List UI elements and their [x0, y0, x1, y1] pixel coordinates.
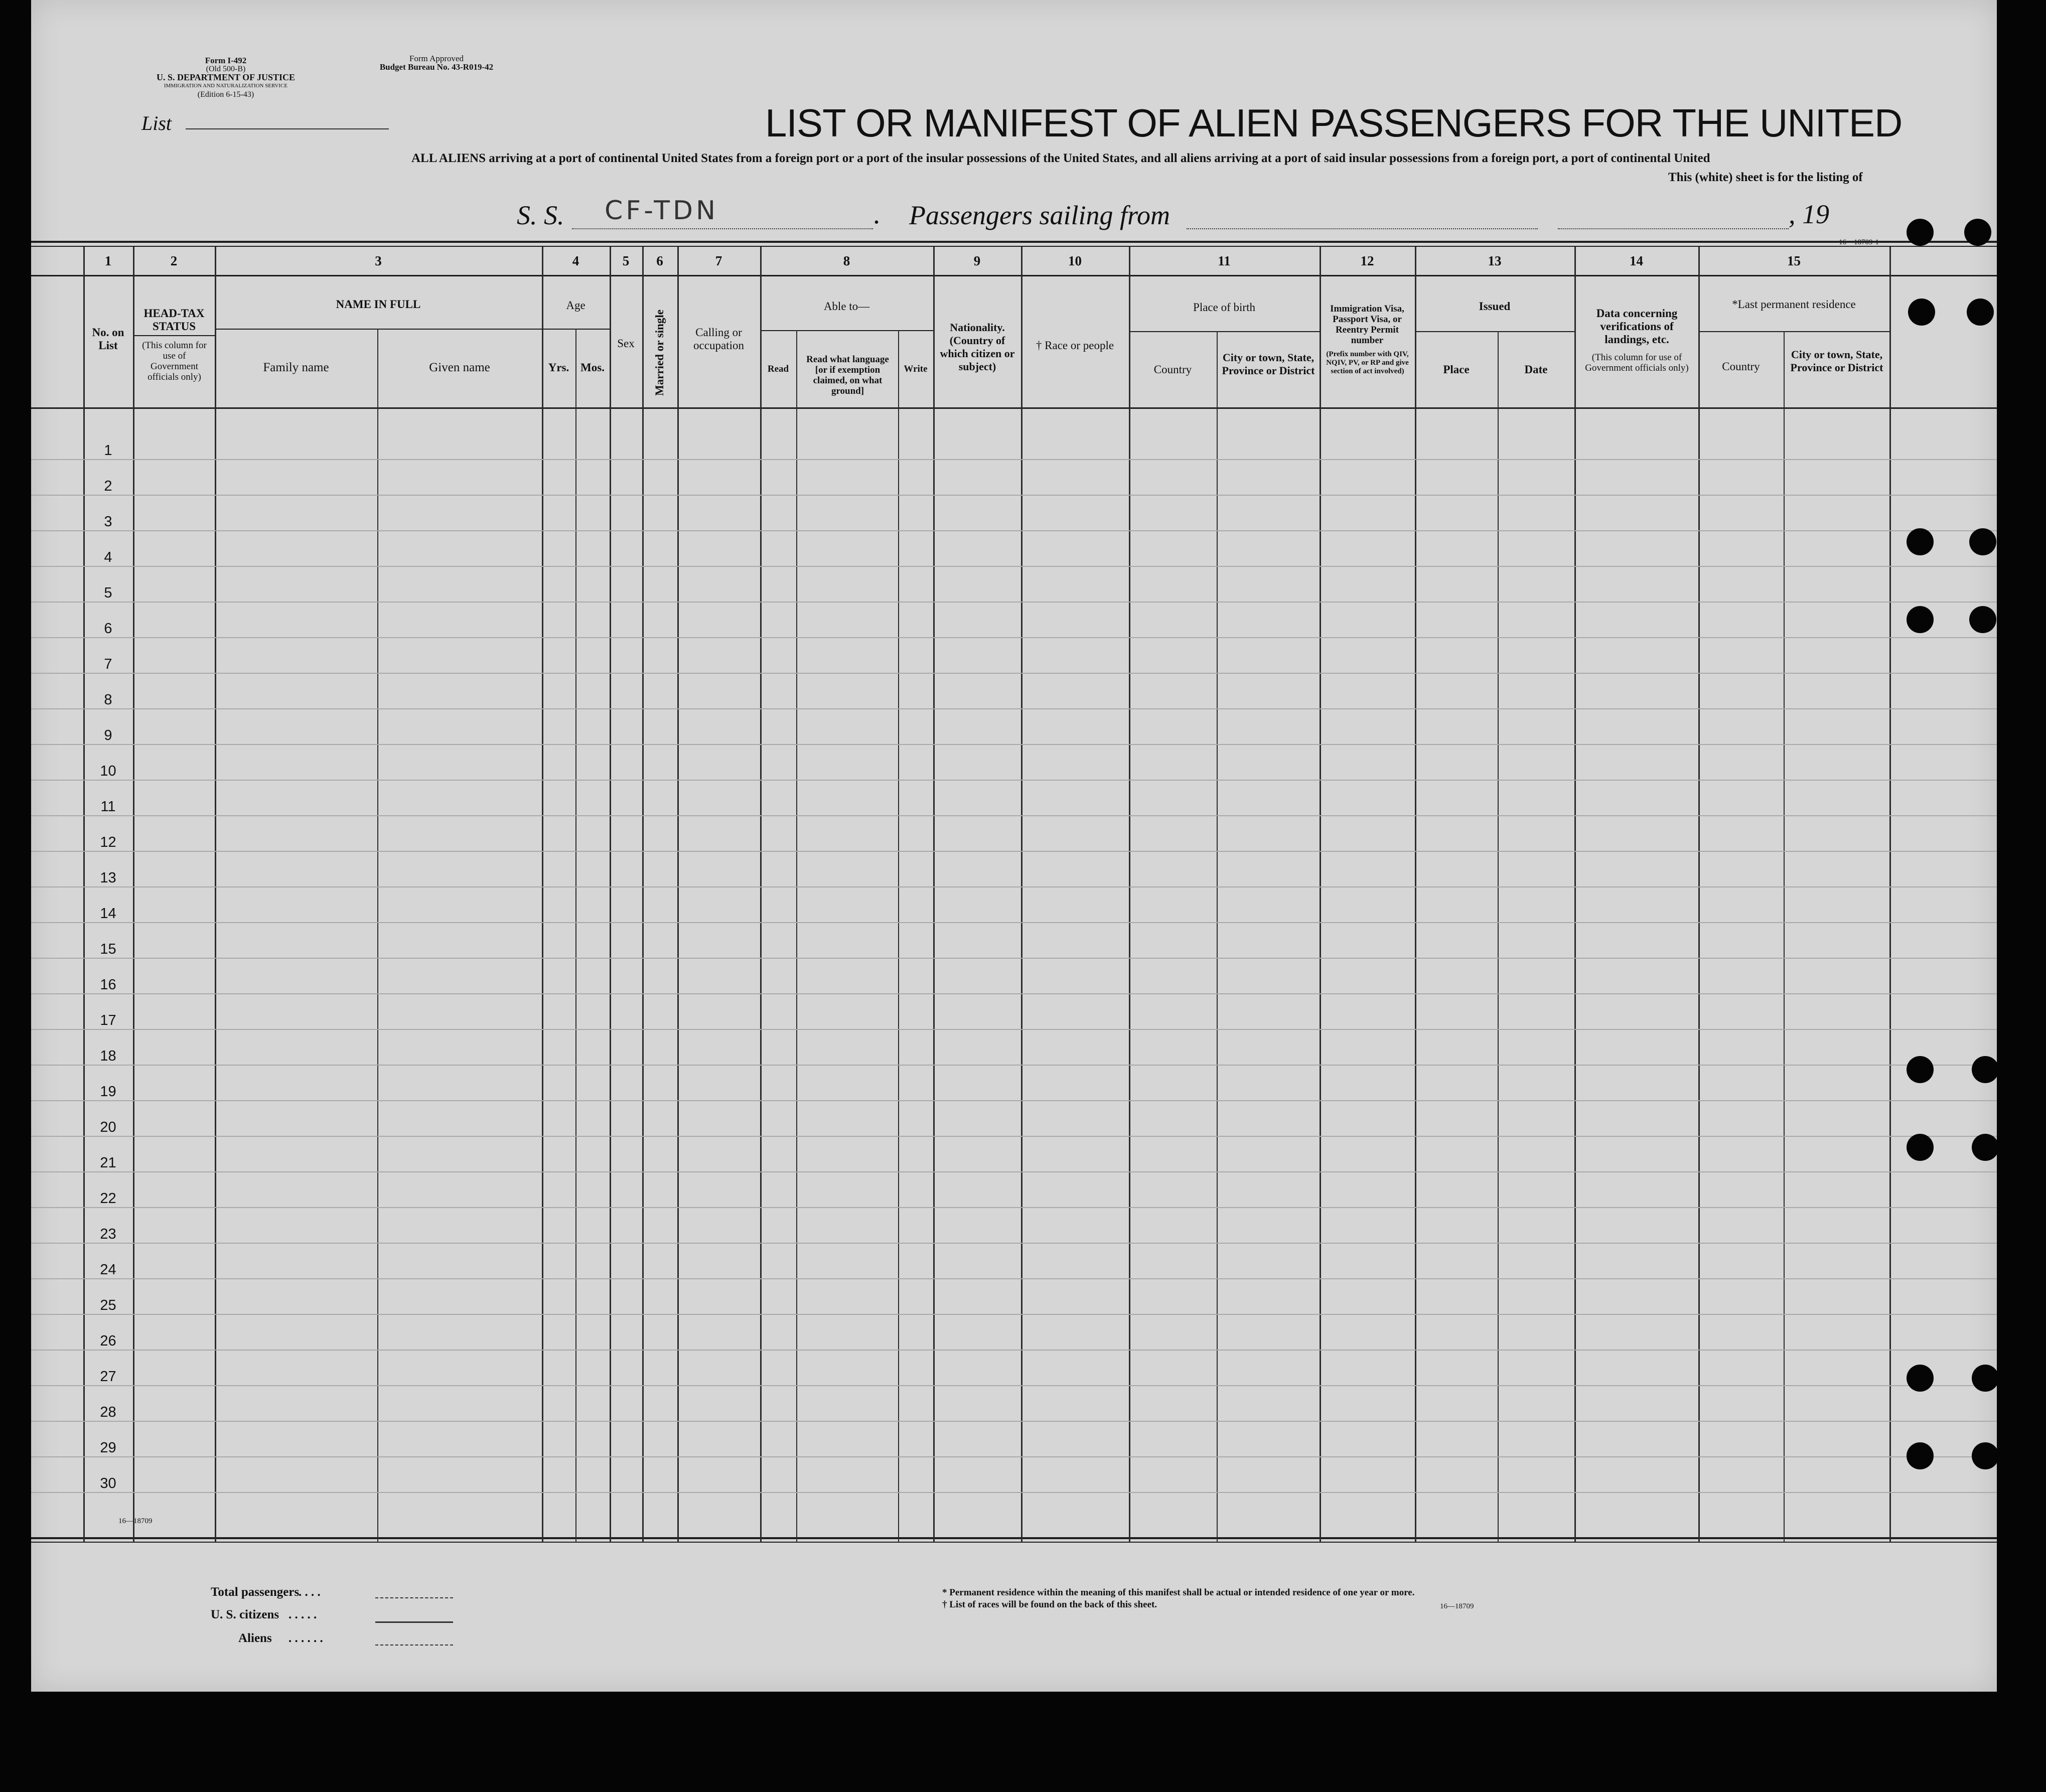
table-row[interactable]: [133, 1428, 1889, 1458]
col-number-12: 12: [1360, 253, 1374, 268]
header-family-name: Family name: [263, 361, 329, 374]
list-label: List: [141, 112, 172, 134]
row-number: 30: [100, 1475, 116, 1491]
table-row[interactable]: [133, 1321, 1889, 1352]
row-number: 2: [104, 478, 112, 494]
us-citizens-line[interactable]: [375, 1621, 453, 1623]
form-id-block: [130, 56, 321, 99]
ship-name-line: [572, 228, 873, 229]
name-subheader-rule: [216, 329, 542, 330]
footer-aliens-label: Aliens: [238, 1631, 272, 1645]
row-number: 29: [100, 1440, 116, 1456]
table-row[interactable]: [133, 1392, 1889, 1423]
punch-hole: [1907, 1365, 1934, 1392]
footer-aliens-dots: . . . . . .: [288, 1631, 323, 1645]
table-row[interactable]: [133, 1357, 1889, 1387]
col-number-15: 15: [1787, 253, 1801, 268]
header-married: Married or single: [653, 309, 666, 396]
col-number-13: 13: [1488, 253, 1502, 268]
ship-prefix: S. S.: [517, 200, 564, 230]
row-number: 3: [104, 514, 112, 530]
table-row[interactable]: [133, 1143, 1889, 1173]
punch-hole: [1967, 298, 1994, 326]
row-number: 20: [100, 1119, 116, 1135]
table-row[interactable]: [133, 751, 1889, 782]
header-issued: Issued: [1479, 300, 1511, 313]
sailing-from-line[interactable]: [1187, 228, 1538, 229]
row-number: 18: [100, 1048, 116, 1064]
row-number: 10: [100, 763, 116, 779]
table-row[interactable]: [133, 787, 1889, 817]
col-number-11: 11: [1218, 253, 1231, 268]
footer-total-dots: . . . .: [299, 1585, 321, 1599]
header-res-city: City or town, State, Province or District: [1790, 348, 1883, 374]
budget-block: [351, 54, 522, 71]
row-number: 13: [100, 870, 116, 886]
row-number: 17: [100, 1012, 116, 1028]
header-calling: Calling or occupation: [693, 326, 744, 352]
residence-subheader-rule: [1700, 331, 1889, 332]
department: U. S. DEPARTMENT OF JUSTICE: [156, 72, 296, 82]
punch-hole: [1972, 1365, 1999, 1392]
able-subheader-rule: [762, 330, 933, 331]
table-row[interactable]: [133, 680, 1889, 710]
footer-note-1: * Permanent residence within the meaning of this manifest shall be actual or intended residence of one year or more.: [942, 1587, 1415, 1598]
table-row[interactable]: [133, 1072, 1889, 1102]
punch-hole: [1972, 1442, 1999, 1469]
punch-hole: [1907, 1056, 1934, 1083]
print-code: 16—18709: [118, 1517, 153, 1525]
table-row[interactable]: [133, 644, 1889, 675]
header-able-to: Able to—: [823, 300, 870, 313]
headtax-subheader-rule: [134, 335, 215, 336]
table-row[interactable]: [133, 1463, 1889, 1494]
col-number-10: 10: [1068, 253, 1082, 268]
row-number: 23: [100, 1226, 116, 1242]
birth-subheader-rule: [1130, 331, 1320, 332]
header-visa: Immigration Visa, Passport Visa, or Reentry Permit number: [1330, 304, 1404, 346]
row-number: 28: [100, 1404, 116, 1420]
col-rule-16: [1889, 247, 1891, 1542]
table-row[interactable]: [133, 430, 1889, 461]
form-title: LIST OR MANIFEST OF ALIEN PASSENGERS FOR THE UNITED: [765, 101, 1903, 145]
aliens-line[interactable]: [375, 1645, 453, 1646]
header-read-what: Read what language [or if exemption claimed, on what ground]: [806, 354, 889, 396]
punch-hole: [1907, 1134, 1934, 1161]
table-row[interactable]: [133, 573, 1889, 604]
form-old-number: (Old 500-B): [206, 65, 246, 73]
sailing-date-line[interactable]: [1558, 228, 1789, 229]
row-number: 21: [100, 1155, 116, 1171]
col-number-6: 6: [656, 253, 663, 268]
header-mos: Mos.: [580, 361, 605, 374]
table-row[interactable]: [133, 1250, 1889, 1280]
table-row[interactable]: [133, 965, 1889, 995]
col-number-rule: [31, 275, 1997, 276]
header-birth-city: City or town, State, Province or District: [1222, 351, 1315, 377]
list-number-line[interactable]: [186, 128, 389, 129]
table-bottom-rule-2: [31, 1542, 1997, 1543]
table-row[interactable]: [133, 502, 1889, 532]
punch-hole: [1969, 528, 1996, 555]
row-number: 5: [104, 585, 112, 601]
row-number: 27: [100, 1369, 116, 1385]
header-issued-date: Date: [1524, 363, 1548, 376]
table-row[interactable]: [133, 537, 1889, 568]
header-nationality: Nationality. (Country of which citizen or subject): [940, 321, 1015, 373]
header-place-of-birth: Place of birth: [1193, 301, 1255, 314]
dot: .: [873, 199, 880, 230]
punch-hole: [1972, 1134, 1999, 1161]
table-row[interactable]: [133, 893, 1889, 924]
footer-note-code: 16—18709: [1440, 1602, 1474, 1610]
table-row[interactable]: [133, 1107, 1889, 1138]
footer-citizens-label: U. S. citizens: [211, 1608, 279, 1621]
ship-name-handwritten[interactable]: CF-TDN: [605, 196, 718, 226]
row-number: 25: [100, 1297, 116, 1313]
budget-number: Budget Bureau No. 43-R019-42: [379, 62, 494, 72]
header-visa-note: (Prefix number with QIV, NQIV, PV, or RP and give section of act involved): [1326, 350, 1409, 375]
header-yrs: Yrs.: [548, 361, 569, 374]
header-race: † Race or people: [1036, 339, 1114, 352]
col-number-9: 9: [973, 253, 981, 268]
footer-citizens-dots: . . . . .: [288, 1608, 317, 1621]
punch-hole: [1907, 1442, 1934, 1469]
row-number: 14: [100, 906, 116, 922]
punch-hole: [1972, 1056, 1999, 1083]
row-number: 19: [100, 1084, 116, 1100]
issued-subheader-rule: [1416, 331, 1574, 332]
col-number-7: 7: [715, 253, 722, 268]
subtitle-line-1: ALL ALIENS arriving at a port of continental United States from a foreign port or a port of the insular possessions of the United States, and all aliens arriving at a port of said insular possessions from a foreign port, a port of continental United: [411, 152, 1710, 165]
col-number-4: 4: [572, 253, 579, 268]
table-top-rule-2: [31, 246, 1997, 247]
header-head-tax-note: (This column for use of Government officials only): [142, 340, 207, 382]
row-number: 16: [100, 977, 116, 993]
row-number: 7: [104, 656, 112, 672]
header-res-country: Country: [1722, 360, 1760, 373]
total-passengers-line[interactable]: [375, 1597, 453, 1598]
punch-hole: [1964, 219, 1991, 246]
col-number-14: 14: [1630, 253, 1643, 268]
table-row[interactable]: [133, 929, 1889, 960]
table-top-rule: [31, 241, 1997, 243]
table-row[interactable]: [133, 609, 1889, 639]
row-number: 4: [104, 549, 112, 565]
col-number-1: 1: [104, 253, 112, 268]
row-number: 22: [100, 1190, 116, 1207]
header-no-on-list: No. on List: [92, 326, 124, 352]
col-number-5: 5: [622, 253, 630, 268]
table-row[interactable]: [133, 715, 1889, 746]
row-number: 26: [100, 1333, 116, 1349]
table-row[interactable]: [133, 1000, 1889, 1031]
footer-total-label: Total passengers: [211, 1585, 300, 1599]
header-name-in-full: NAME IN FULL: [336, 298, 421, 311]
table-row[interactable]: [133, 1036, 1889, 1067]
header-write: Write: [904, 364, 928, 374]
table-row[interactable]: [133, 1214, 1889, 1245]
row-number: 15: [100, 941, 116, 957]
row-number: 8: [104, 692, 112, 708]
header-read: Read: [767, 364, 789, 374]
table-row[interactable]: [133, 822, 1889, 853]
table-row[interactable]: [133, 858, 1889, 888]
row-number: 11: [100, 799, 116, 815]
table-bottom-rule: [31, 1537, 1997, 1539]
header-given-name: Given name: [429, 361, 490, 374]
row-number: 6: [104, 621, 112, 637]
header-birth-country: Country: [1153, 363, 1192, 376]
col-number-8: 8: [843, 253, 850, 268]
header-head-tax: HEAD-TAX STATUS: [143, 307, 205, 333]
row-number: 1: [104, 442, 112, 459]
year-prefix: , 19: [1789, 199, 1829, 229]
punch-hole: [1907, 606, 1934, 633]
form-approved: Form Approved: [409, 54, 464, 63]
row-number: 12: [100, 834, 116, 850]
form-number: Form I-492: [205, 56, 247, 65]
header-data-concerning: Data concerning verifications of landings, etc.: [1596, 307, 1678, 346]
edition: (Edition 6-15-43): [197, 90, 254, 99]
col-number-3: 3: [375, 253, 382, 268]
header-issued-place: Place: [1443, 363, 1470, 376]
header-data-note: (This column for use of Government officials only): [1585, 352, 1689, 373]
punch-hole: [1907, 219, 1934, 246]
footer-note-2: † List of races will be found on the back of this sheet.: [942, 1599, 1157, 1610]
punch-hole: [1907, 528, 1934, 555]
subtitle-line-2: This (white) sheet is for the listing of: [1668, 171, 1863, 184]
header-age: Age: [566, 299, 586, 312]
punch-hole: [1908, 298, 1935, 326]
punch-hole: [1969, 606, 1996, 633]
table-row[interactable]: [133, 1285, 1889, 1316]
header-last-residence: *Last permanent residence: [1732, 298, 1856, 311]
row-number: 24: [100, 1262, 116, 1278]
row-number: 9: [104, 727, 112, 743]
service: IMMIGRATION AND NATURALIZATION SERVICE: [164, 83, 288, 89]
col-number-2: 2: [170, 253, 178, 268]
header-bottom-rule: [31, 407, 1997, 409]
header-sex: Sex: [617, 337, 635, 350]
sailing-label: Passengers sailing from: [909, 200, 1171, 230]
table-row[interactable]: [133, 1178, 1889, 1209]
table-row[interactable]: [133, 466, 1889, 497]
